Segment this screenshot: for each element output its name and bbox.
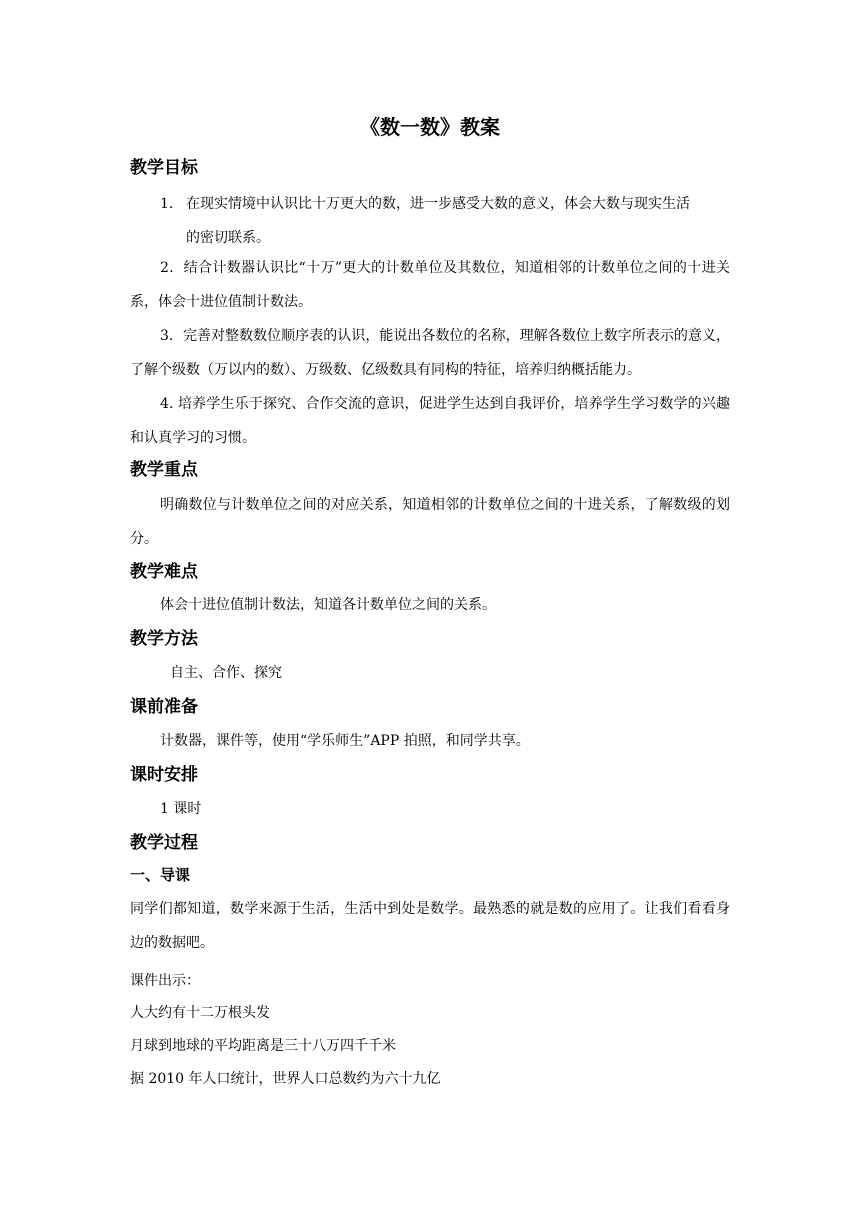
methods-text: 自主、合作、探究 bbox=[170, 665, 282, 681]
key-points-text: 明确数位与计数单位之间的对应关系，知道相邻的计数单位之间的十进关系，了解数级的划分。 bbox=[130, 497, 730, 547]
courseware-label: 课件出示： bbox=[130, 973, 200, 989]
objective-item-3: 3．完善对整数数位顺序表的认识，能说出各数位的名称，理解各数位上数字所表示的意义，了解个级数（万以内的数）、万级数、亿级数具有同构的特征，培养归纳概括能力。 bbox=[130, 328, 730, 378]
heading-process: 教学过程 bbox=[130, 833, 198, 853]
objective-item-4: 4. 培养学生乐于探究、合作交流的意识，促进学生达到自我评价，培养学生学习数学的兴趣和认真学习的习惯。 bbox=[130, 396, 730, 446]
subheading-lead-in: 一、导课 bbox=[130, 866, 191, 884]
objective-item-1 bbox=[160, 187, 730, 255]
heading-difficulties: 教学难点 bbox=[130, 562, 198, 582]
objective-item-2: 2．结合计数器认识比“十万”更大的计数单位及其数位，知道相邻的计数单位之间的十进关系，体会十进位值制计数法。 bbox=[130, 260, 730, 310]
schedule-text: 1 课时 bbox=[160, 801, 202, 817]
preparation-text: 计数器，课件等，使用“学乐师生”APP 拍照，和同学共享。 bbox=[160, 733, 530, 749]
heading-methods: 教学方法 bbox=[130, 629, 198, 649]
difficulties-text: 体会十进位值制计数法，知道各计数单位之间的关系。 bbox=[160, 597, 496, 613]
heading-objectives: 教学目标 bbox=[130, 158, 198, 178]
objective-item-1-line2: 的密切联系。 bbox=[186, 230, 270, 246]
heading-preparation: 课前准备 bbox=[130, 697, 198, 717]
example-line-1: 人大约有十二万根头发 bbox=[130, 1005, 270, 1021]
document-title: 《数一数》教案 bbox=[360, 115, 500, 139]
objective-item-1-number: 1. bbox=[160, 196, 174, 212]
objective-item-1-line1: 在现实情境中认识比十万更大的数，进一步感受大数的意义，体会大数与现实生活 bbox=[186, 196, 690, 212]
example-line-3: 据 2010 年人口统计，世界人口总数约为六十九亿 bbox=[130, 1071, 441, 1087]
process-intro-text: 同学们都知道，数学来源于生活，生活中到处是数学。最熟悉的就是数的应用了。让我们看看身边的数据吧。 bbox=[130, 901, 730, 951]
heading-key-points: 教学重点 bbox=[130, 460, 198, 480]
example-line-2: 月球到地球的平均距离是三十八万四千千米 bbox=[130, 1038, 396, 1054]
heading-schedule: 课时安排 bbox=[130, 765, 198, 785]
